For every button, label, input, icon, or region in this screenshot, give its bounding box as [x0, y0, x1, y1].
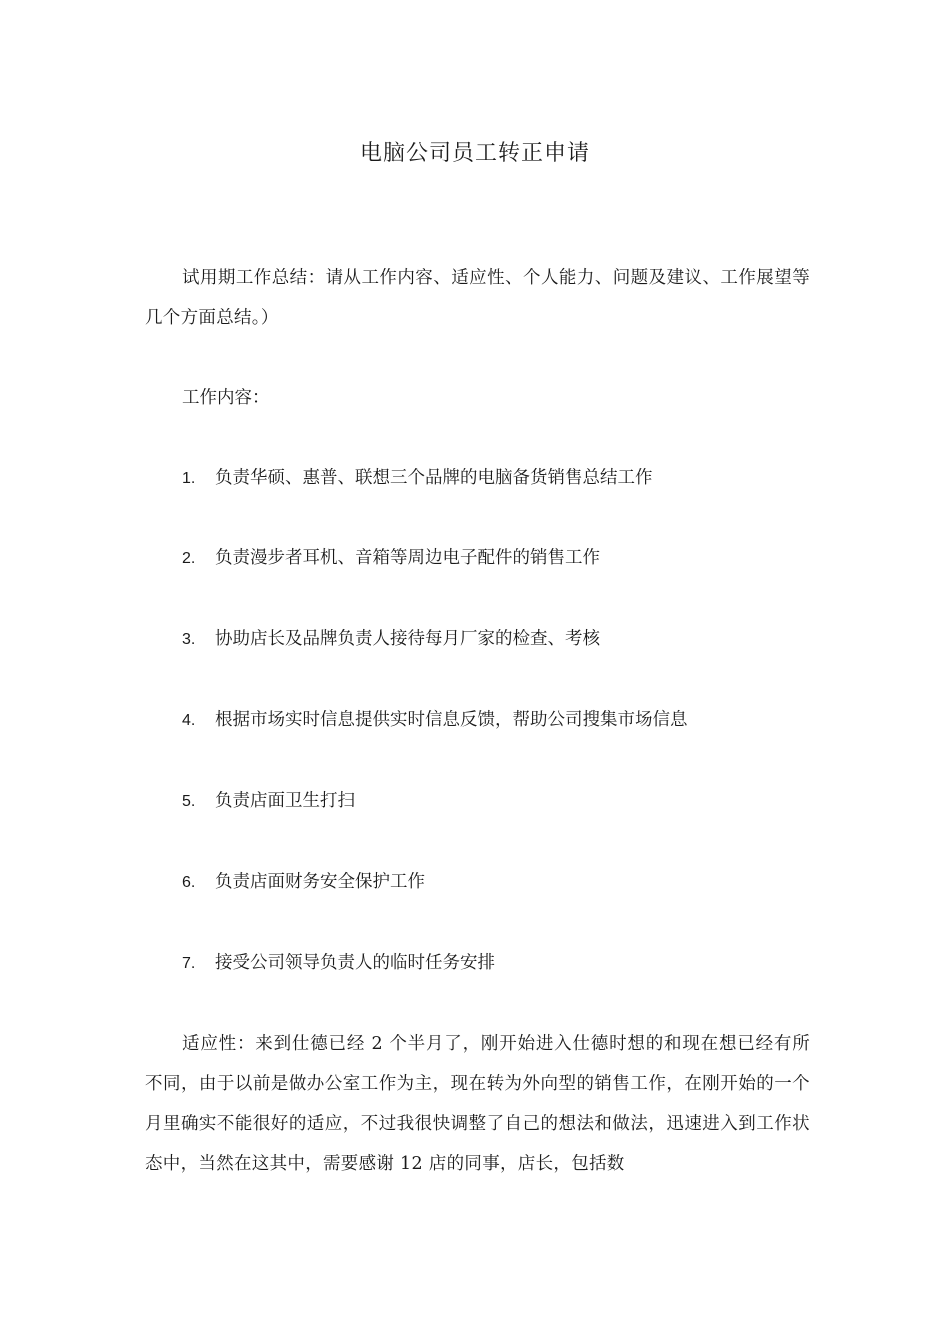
list-item — [182, 781, 355, 822]
list-item — [182, 943, 495, 984]
list-item — [182, 538, 600, 579]
list-item-number: 7. — [182, 955, 196, 972]
list-item — [182, 700, 688, 741]
list-item-number: 4. — [182, 712, 196, 729]
intro-paragraph: 试用期工作总结：请从工作内容、适应性、个人能力、问题及建议、工作展望等几个方面总结。） — [145, 268, 810, 328]
list-item-text: 负责店面财务安全保护工作 — [215, 872, 425, 892]
list-item-number: 5. — [182, 793, 196, 810]
list-item-text: 根据市场实时信息提供实时信息反馈，帮助公司搜集市场信息 — [215, 710, 688, 730]
list-item-text: 负责漫步者耳机、音箱等周边电子配件的销售工作 — [215, 548, 600, 568]
list-item — [182, 862, 425, 903]
list-item-number: 3. — [182, 631, 196, 648]
list-item-text: 负责华硕、惠普、联想三个品牌的电脑备货销售总结工作 — [215, 468, 653, 488]
document-title: 电脑公司员工转正申请 — [359, 141, 590, 166]
list-item-number: 1. — [182, 470, 196, 487]
list-item — [182, 458, 653, 499]
work-content-heading: 工作内容： — [182, 388, 270, 408]
list-item-number: 6. — [182, 874, 196, 891]
list-item-text: 负责店面卫生打扫 — [215, 791, 355, 811]
adaptability-paragraph: 适应性：来到仕德已经 2 个半月了，刚开始进入仕德时想的和现在想已经有所不同，由于以前是做办公室工作为主，现在转为外向型的销售工作，在刚开始的一个月里确实不能很好的适应，不过我很快调整了自己的想法和做法，迅速进入到工作状态中，当然在这其中，需要感谢 12 店的同事，店长，包括数 — [145, 1034, 810, 1174]
list-item-text: 协助店长及品牌负责人接待每月厂家的检查、考核 — [215, 629, 600, 649]
list-item-text: 接受公司领导负责人的临时任务安排 — [215, 953, 495, 973]
list-item-number: 2. — [182, 550, 196, 567]
list-item — [182, 619, 600, 660]
